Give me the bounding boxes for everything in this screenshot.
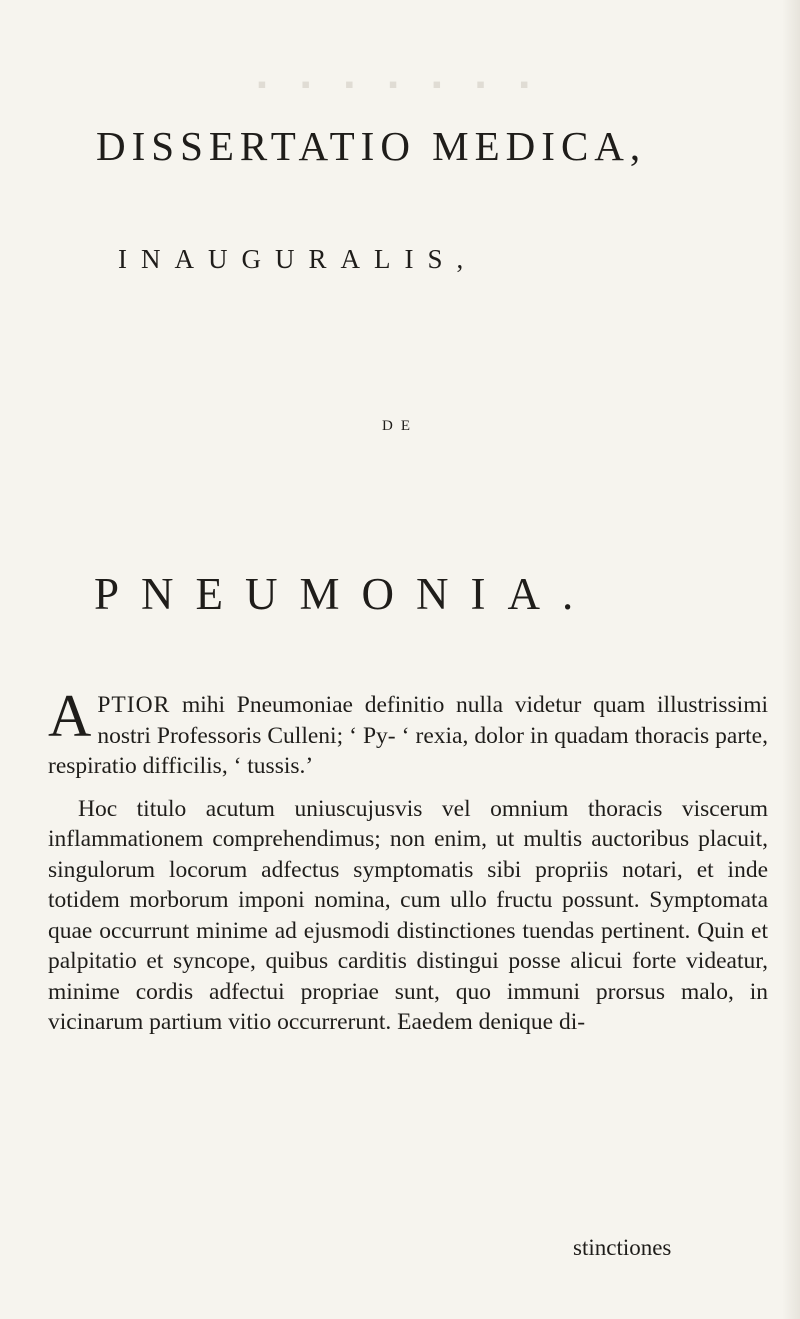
page-edge-shadow xyxy=(782,0,800,1319)
lead-word: PTIOR xyxy=(97,692,171,718)
catchword: stinctiones xyxy=(573,1235,672,1260)
show-through-text: ▪ ▪ ▪ ▪ ▪ ▪ ▪ xyxy=(257,70,543,99)
title-de: DE xyxy=(382,418,418,434)
body-text xyxy=(48,683,768,1038)
title-pneumonia: PNEUMONIA. xyxy=(94,569,596,619)
title-dissertatio-medica: DISSERTATIO MEDICA, xyxy=(96,123,647,169)
paragraph-1-text: mihi Pneumoniae definitio nulla videtur quam illustrissimi nostri Professoris Culleni; ‘ Py- ‘ rexia, dolor in quadam thoracis parte, respiratio difficilis, ‘ tussis.’ xyxy=(48,692,768,779)
drop-cap: A xyxy=(48,683,92,749)
paragraph-definition xyxy=(48,683,768,782)
title-inauguralis: INAUGURALIS, xyxy=(118,244,478,274)
paragraph-hoc-titulo: Hoc titulo acutum uniuscujusvis vel omnium thoracis viscerum inflammationem comprehendimus; non enim, ut multis auctoribus placuit, singulorum locorum adfectus symptomatis sibi propriis notari, et inde totidem morborum imponi nomina, cum ullo fructu possunt. Symptomata quae occurrunt minime ad ejusmodi distinctiones tuendas pertinent. Quin et palpitatio et syncope, quibus carditis distingui posse alicui forte videatur, minime cordis adfectui propriae sunt, quo immuni prorsus malo, in vicinarum partium vitio occurrerunt. Eaedem denique di- xyxy=(48,795,768,1035)
